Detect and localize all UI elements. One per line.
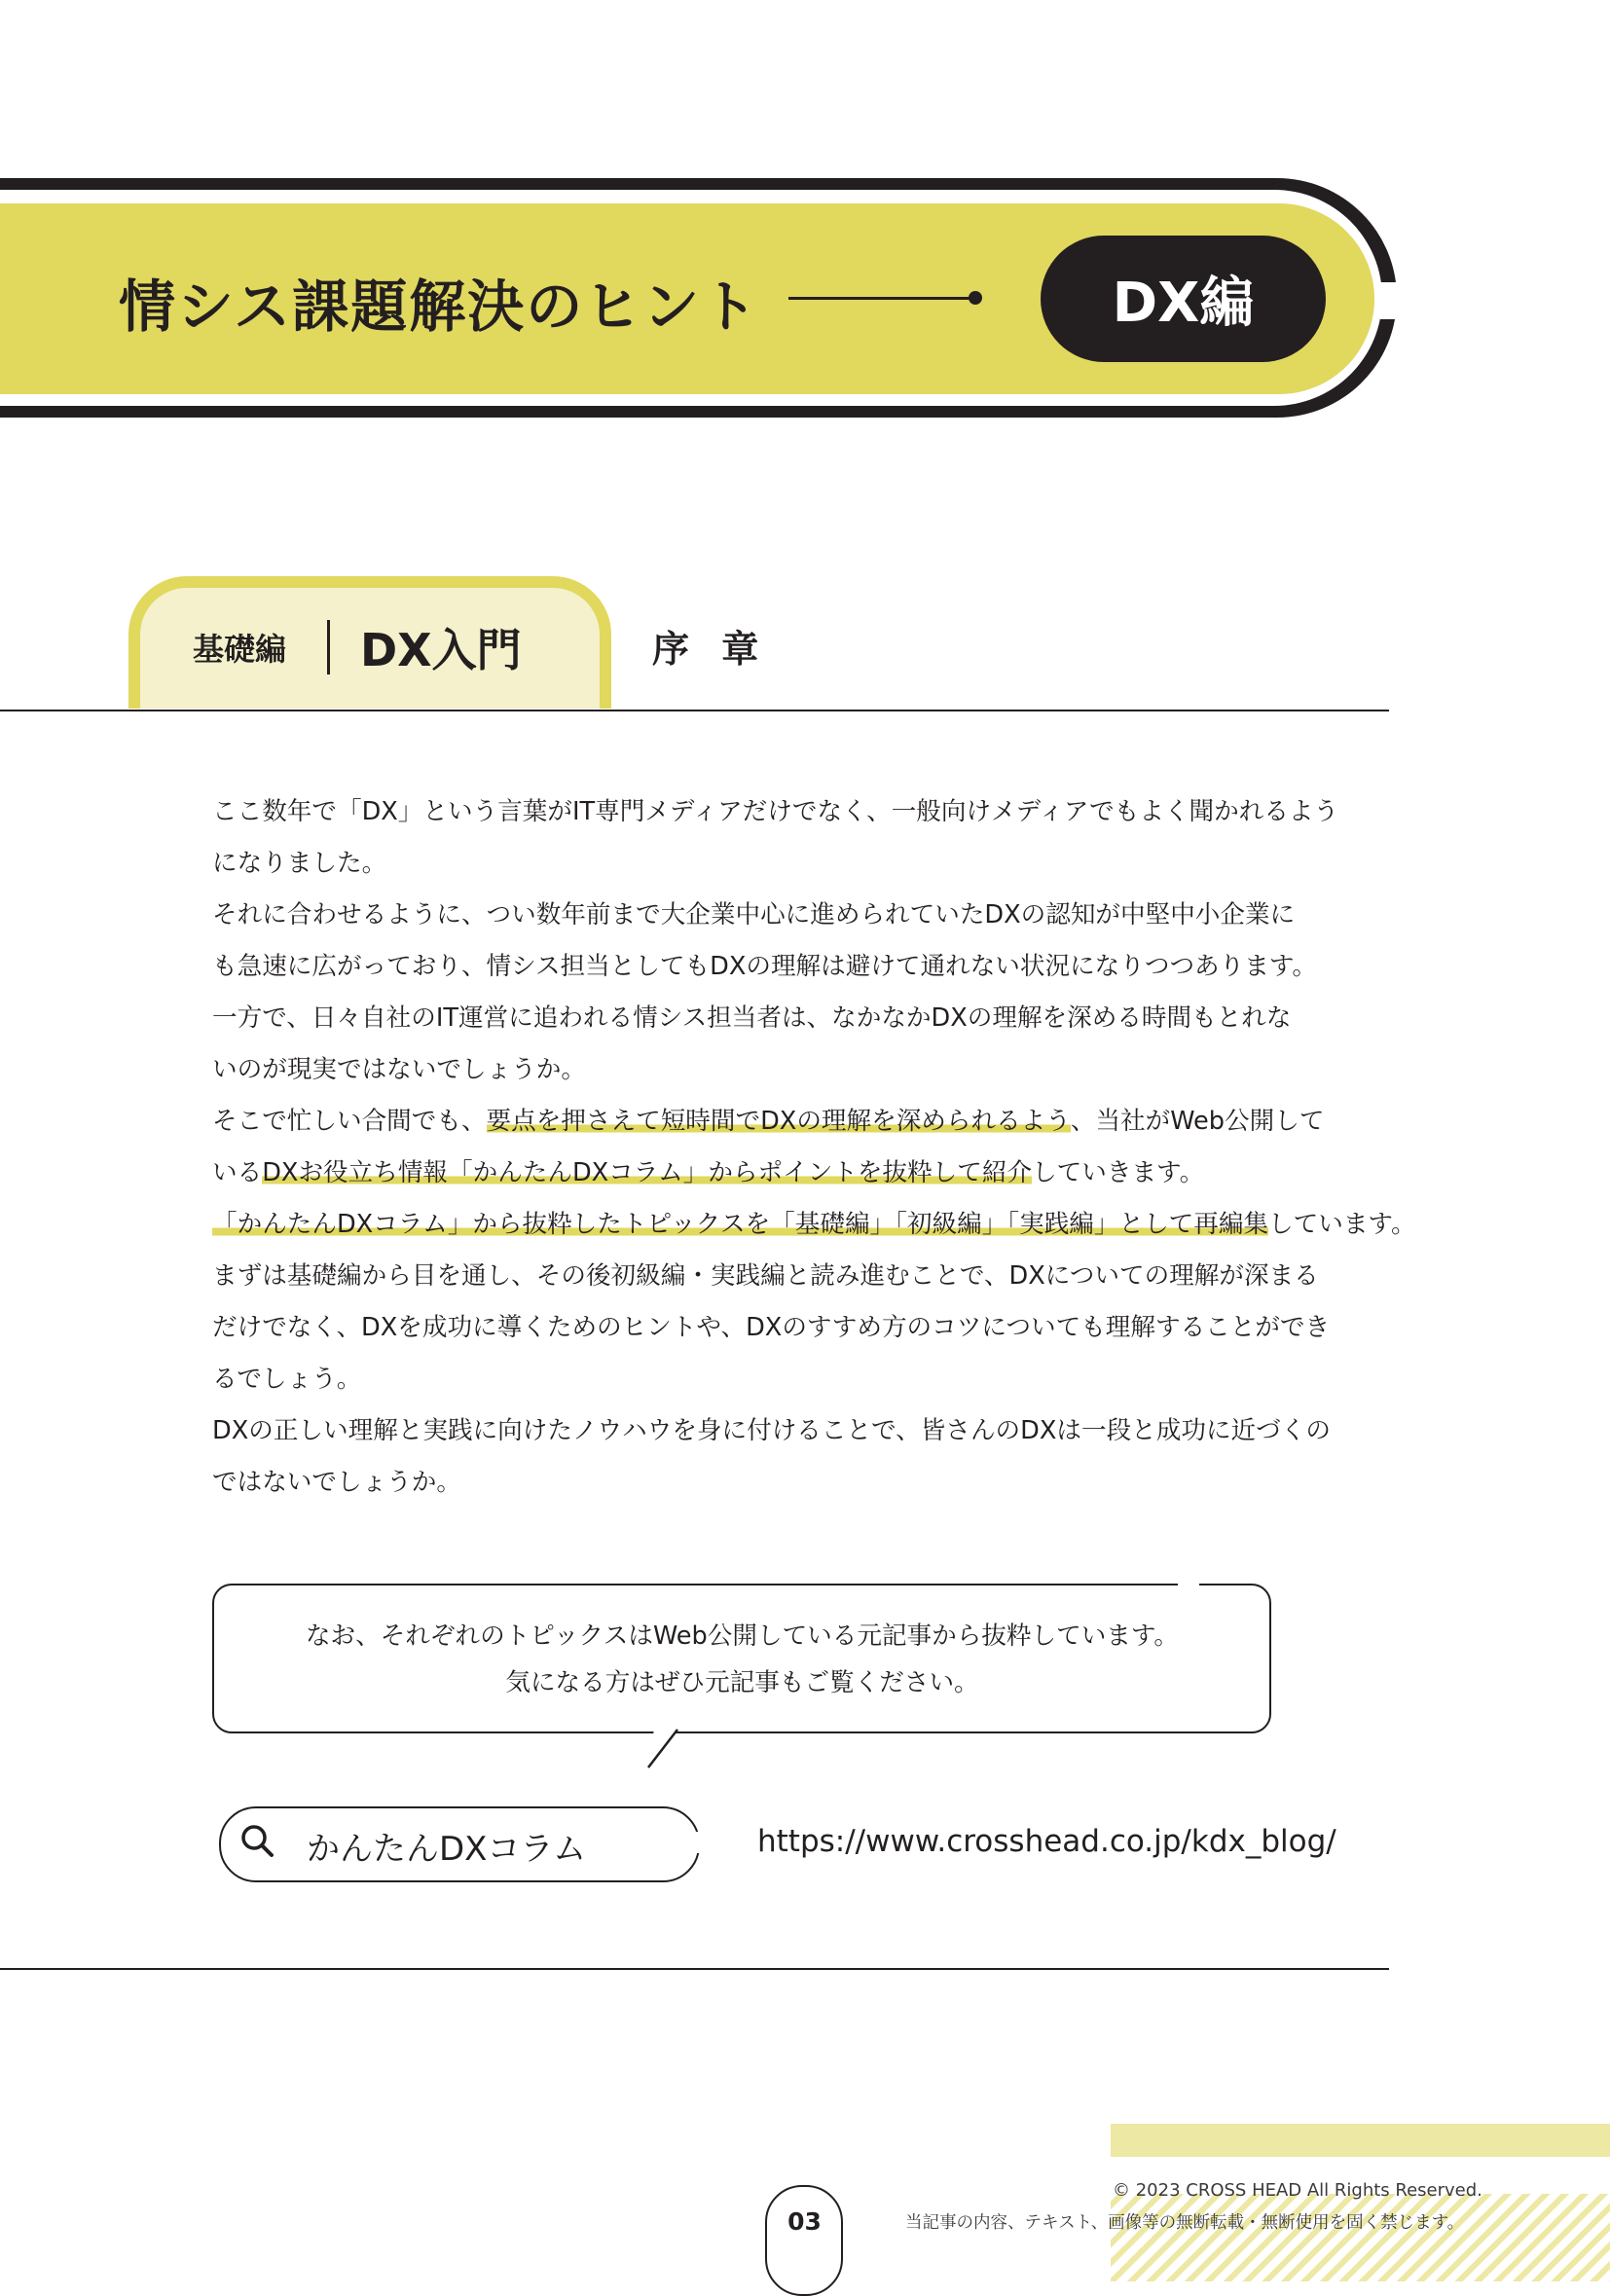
page-number-badge [765, 2185, 843, 2296]
body-text: していきます。 [1032, 1158, 1205, 1187]
header-badge: DX編 [1041, 236, 1326, 362]
body-line: ここ数年で「DX」という言葉がIT専門メディアだけでなく、一般向けメディアでもよく聞かれるよう [212, 797, 1339, 826]
note-line: なお、それぞれのトピックスはWeb公開している元記事から抜粋しています。 [305, 1622, 1180, 1651]
body-line: るでしょう。 [212, 1365, 362, 1394]
note-bubble-tail [642, 1729, 701, 1769]
header-band-notch [1380, 282, 1409, 319]
note-bubble-gap [1178, 1579, 1199, 1590]
body-line: いのが現実ではないでしょうか。 [212, 1055, 586, 1084]
body-line: だけでなく、DXを成功に導くためのヒントや、DXのすすめ方のコツについても理解することができ [212, 1313, 1331, 1342]
section-tab-divider [327, 620, 330, 674]
body-line [212, 1148, 1390, 1199]
body-line: になりました。 [212, 849, 387, 878]
body-line: DXの正しい理解と実践に向けたノウハウを身に付けることで、皆さんのDXは一段と成功に近づくの [212, 1416, 1331, 1445]
body-text: そこで忙しい合間でも、 [212, 1107, 487, 1136]
search-icon [239, 1823, 276, 1860]
body-line [212, 1096, 1390, 1148]
highlighted-text: 要点を押さえて短時間でDXの理解を深められるよう [486, 1107, 1071, 1136]
body-text: 、当社がWeb公開して [1070, 1107, 1325, 1136]
section-name: DX入門 [360, 624, 522, 676]
header-connector-line [788, 297, 973, 300]
blog-url-link[interactable]: https://www.crosshead.co.jp/kdx_blog/ [757, 1824, 1336, 1859]
body-text: しています。 [1268, 1210, 1416, 1239]
body-line [212, 1199, 1416, 1251]
body-line: それに合わせるように、つい数年前まで大企業中心に進められていたDXの認知が中堅中小企業に [212, 900, 1296, 929]
chapter-title: 序 章 [652, 628, 769, 671]
body-line: 一方で、日々自社のIT運営に追われる情シス担当者は、なかなかDXの理解を深める時間もとれな [212, 1003, 1292, 1033]
section-top-rule [0, 710, 1389, 711]
highlighted-text: 「かんたんDXコラム」から抜粋したトピックスを「基礎編」「初級編」「実践編」として再編集 [212, 1210, 1269, 1239]
highlighted-text: DXお役立ち情報「かんたんDXコラム」からポイントを抜粋して紹介 [262, 1158, 1033, 1187]
note-line: 気になる方はぜひ元記事もご覧ください。 [505, 1668, 979, 1697]
body-line: まずは基礎編から目を通し、その後初級編・実践編と読み進むことで、DXについての理解が深まる [212, 1261, 1319, 1291]
search-box-gap [693, 1832, 701, 1853]
footer-decor-bar [1111, 2124, 1610, 2157]
body-line: ではないでしょうか。 [212, 1468, 461, 1497]
page-number: 03 [787, 2207, 822, 2236]
search-query: かんたんDXコラム [307, 1830, 587, 1869]
section-level: 基礎編 [193, 631, 287, 668]
header-connector-dot [969, 291, 982, 305]
body-line: も急速に広がっており、情シス担当としてもDXの理解は避けて通れない状況になりつつあります。 [212, 952, 1317, 981]
footer-notice: 当記事の内容、テキスト、画像等の無断転載・無断使用を固く禁じます。 [905, 2213, 1465, 2233]
footer-decor-stripes [1111, 2194, 1610, 2281]
body-text: いる [212, 1158, 263, 1187]
note-text [212, 1613, 1272, 1706]
copyright: © 2023 CROSS HEAD All Rights Reserved. [1113, 2180, 1482, 2201]
intro-text [212, 786, 1416, 1509]
page-title: 情シス課題解決のヒント [119, 273, 760, 340]
section-bottom-rule [0, 1968, 1389, 1970]
